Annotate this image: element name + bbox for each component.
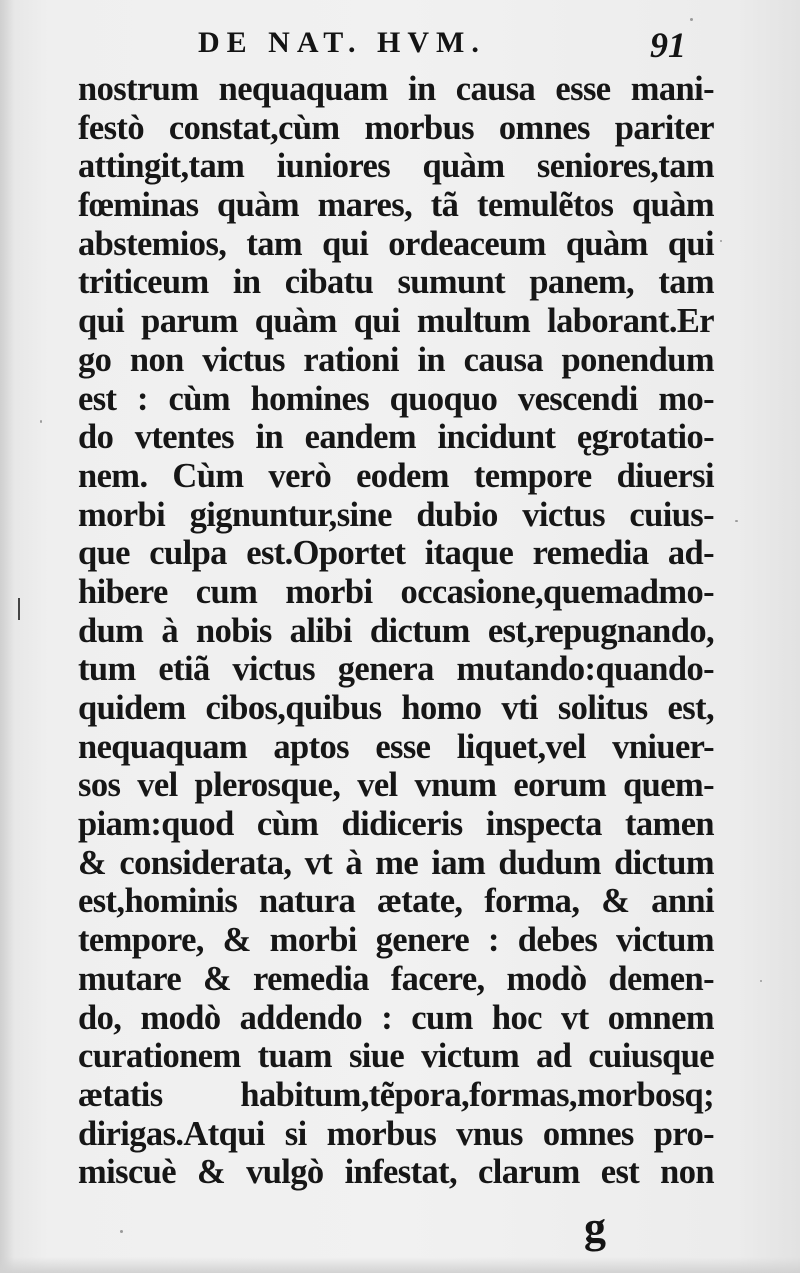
text-line: est : cùm homines quoquo vescendi mo- <box>78 379 714 418</box>
body-text <box>78 70 714 1192</box>
text-line: dirigas.Atqui si morbus vnus omnes pro- <box>78 1114 714 1153</box>
text-line: sos vel plerosque, vel vnum eorum quem- <box>78 766 714 805</box>
text-line: go non victus rationi in causa ponendum <box>78 340 714 379</box>
text-line: fœminas quàm mares, tã temulẽtos quàm <box>78 186 714 225</box>
text-line: attingit,tam iuniores quàm seniores,tam <box>78 147 714 186</box>
text-line: abstemios, tam qui ordeaceum quàm qui <box>78 224 714 263</box>
page-bottom-edge <box>0 1257 800 1273</box>
text-line: & considerata, vt à me iam dudum dictum <box>78 843 714 882</box>
text-line: nostrum nequaquam in causa esse mani- <box>78 70 714 108</box>
text-line: hibere cum morbi occasione,quemadmo- <box>78 572 714 611</box>
text-line: morbi gignuntur,sine dubio victus cuius- <box>78 495 714 534</box>
catchword: g <box>584 1203 606 1252</box>
text-line: miscuè & vulgò infestat, clarum est non <box>78 1153 714 1192</box>
text-line: qui parum quàm qui multum laborant.Er <box>78 302 714 341</box>
text-line: quidem cibos,quibus homo vti solitus est, <box>78 689 714 727</box>
running-head <box>0 24 800 68</box>
text-line: tempore, & morbi genere : debes victum <box>78 921 714 960</box>
text-line: piam:quod cùm didiceris inspecta tamen <box>78 805 714 844</box>
text-line: do, modò addendo : cum hoc vt omnem <box>78 998 714 1037</box>
text-line: mutare & remedia facere, modò demen- <box>78 959 714 998</box>
text-line: tum etiã victus genera mutando:quando- <box>78 650 714 689</box>
text-line: est,hominis natura ætate, forma, & anni <box>78 882 714 921</box>
text-line: festò constat,cùm morbus omnes pariter <box>78 108 714 147</box>
text-line: nequaquam aptos esse liquet,vel vniuer- <box>78 727 714 766</box>
text-line: nem. Cùm verò eodem tempore diuersi <box>78 456 714 495</box>
text-line: dum à nobis alibi dictum est,repugnando, <box>78 611 714 650</box>
page-gutter-shadow <box>0 0 14 1273</box>
text-line: ætatis habitum,tẽpora,formas,morbosq; <box>78 1075 714 1114</box>
margin-mark <box>18 598 20 620</box>
running-head-title: DE NAT. HVM. <box>198 26 486 59</box>
text-line: curationem tuam siue victum ad cuiusque <box>78 1037 714 1076</box>
text-line: do vtentes in eandem incidunt ęgrotatio- <box>78 418 714 457</box>
text-line: que culpa est.Oportet itaque remedia ad- <box>78 534 714 573</box>
page-number: 91 <box>650 25 686 65</box>
text-line: triticeum in cibatu sumunt panem, tam <box>78 263 714 302</box>
